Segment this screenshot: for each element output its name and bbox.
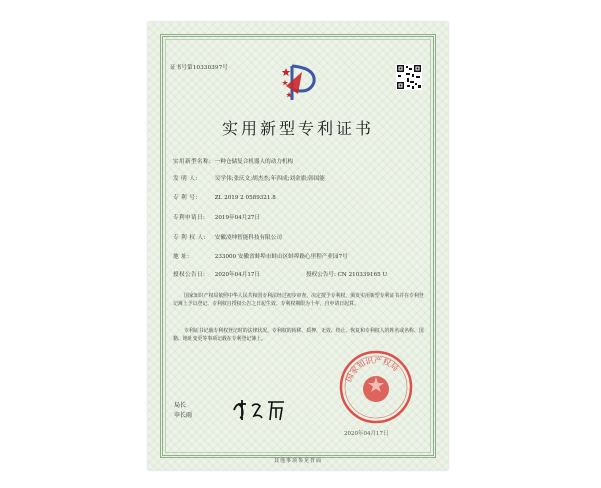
certificate-title: 实用新型专利证书 (221, 119, 374, 138)
row-label: 专利申请日: (173, 215, 206, 221)
row-label: 授权公告号: (306, 272, 336, 278)
row-value: 一种仓储复合机器人的动力机构 (214, 159, 294, 165)
row-value: 233000 安徽省蚌埠市蚌山区蚌埠路心里程产业园7号 (214, 254, 348, 260)
patent-number-row (173, 193, 276, 201)
director-title: 局长 (174, 402, 187, 409)
row-value: 安徽凌坤智能科技有限公司 (214, 235, 282, 241)
row-label: 地 址: (173, 254, 190, 260)
patent-certificate (148, 22, 448, 470)
row-label: 发 明 人: (173, 176, 198, 182)
address-row (173, 252, 348, 260)
row-value: CN 210339165 U (337, 272, 388, 278)
inventors-row (173, 174, 325, 182)
cnipa-logo-icon (280, 60, 322, 108)
grant-number (306, 270, 387, 278)
director-signature-icon (230, 396, 290, 422)
qr-code-icon (396, 64, 422, 90)
seal-text: 国家知识产权局 (344, 355, 401, 384)
grant-date-row (173, 270, 260, 278)
certificate-number: 证书号第10330397号 (170, 65, 229, 71)
official-seal-icon (338, 349, 414, 425)
seal-date: 2020年04月17日 (344, 431, 389, 437)
row-label: 专 利 号: (173, 195, 198, 201)
row-value: 2019年04月27日 (214, 215, 261, 221)
grant-statement: 国家知识产权局依照中华人民共和国专利法经过初步审查，决定授予专利权，颁发实用新型专利证书并在专利登记簿上予以登记。专利权自授权公告之日起生效。专利权期限为十年，自申请日起算。 (173, 293, 424, 307)
director-name: 申长雨 (174, 412, 193, 419)
row-label: 授权公告日: (173, 272, 206, 278)
row-label: 专 利 权 人: (173, 235, 206, 241)
row-label: 实用新型名称: (173, 159, 212, 165)
patentee-row (173, 233, 282, 241)
application-date-row (173, 213, 260, 221)
footer-note: 其他事项参见背面 (273, 458, 322, 464)
legal-status-statement: 专利证书记载专利权登记时的法律状况。专利权的转移、质押、无效、终止、恢复和专利权人的姓名或名称、国籍、地址变更等事项记载在专利登记簿上。 (173, 328, 424, 342)
row-value: 吴学伟;张庆文;胡杰杰;年四成;刘金旗;韩国能 (214, 176, 325, 182)
row-value: 2020年04月17日 (214, 272, 261, 278)
row-value: ZL 2019 2 0589321.8 (214, 195, 276, 201)
director-block (174, 401, 192, 421)
utility-model-name-row (173, 157, 293, 165)
